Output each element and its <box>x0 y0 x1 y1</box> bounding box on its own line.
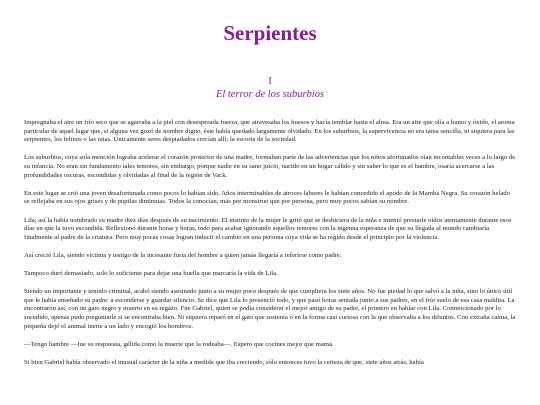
paragraph: Lila; así la había nombrado su madre diez días después de su nacimiento. El instinto de la mujer le gritó que se deshiciera de la niña e intentó prestarle oídos atentamente durante esos días en que la tuvo escondida. Reflexionó durante horas y horas, todo para acabar ignorando aquellos temores con la ingenua esperanza de que su llegada al mundo cambiaría finalmente al padre de la criatura. Pero muy pocas cosas logran inducir el cambio en una persona cuya vida se ha regido desde el principio por la violencia. <box>24 216 512 241</box>
chapter-body <box>24 119 516 368</box>
paragraph: —Tengo hambre —fue su respuesta, gélida como la muerte que la rodeaba—. Espero que cocines mejor que mamá. <box>24 340 334 348</box>
paragraph: Impregnaba el aire un frío seco que se agarraba a la piel con desesperada fuerza, que atravesaba los huesos y hacía temblar hasta el alma. Era un aire que olía a humo y óxido, el aroma particular de aquel lugar que, si alguna vez gozó de nombre digno, éste había quedado largamente olvidado. En los suburbios, la supervivencia no era tarea sencilla, ni siquiera para las serpientes, los felinos o las ratas. Únicamente seres despiadados crecían allí; la escoria de la sociedad. <box>24 119 515 144</box>
paragraph: Si bien Gabriel había observado el inusual carácter de la niña a medida que iba creciendo, sólo entonces tuvo la certeza de que, siete años atrás, había <box>24 359 424 367</box>
paragraph: Tampoco duró demasiado, solo lo suficiente para dejar una huella que marcaría la vida de Lila. <box>24 270 278 278</box>
book-title: Serpientes <box>223 21 317 45</box>
paragraph: Siendo un importante y temido criminal, acabó siendo asesinado junto a su mujer poco después de que cumpliera los siete años. No fue piedad lo que salvó a la niña, sino lo único útil que le había enseñado su padre: a esconderse y guardar silencio. Se dice que Lila lo presenció todo, y que pasó horas sentada junto a sus padres, en el frío suelo de esa casa maldita. La encontraron así, con un gato negro y muerto en su regazo. Fue Gabriel, quien se podía considerar el mejor amigo de su padre, el primero en hablar con Lila. Conmocionado por lo sucedido, apenas pudo preguntarle si se encontraba bien. Ni siquiera reparó en el gato que sostenía o en la forma casi curiosa con la que observaba a los difuntos. Con extraña calma, la pequeña dejó el animal inerte a un lado y encogió los hombros. <box>24 288 516 330</box>
chapter-title: El terror de los suburbios <box>215 89 325 100</box>
chapter-number: I <box>268 76 272 87</box>
paragraph: Así creció Lila, siendo víctima y testigo de la incesante furia del hombre a quien jamás llegaría a referirse como padre. <box>24 251 342 259</box>
paragraph: En este lugar se crió una joven desafortunada como pocos lo habían sido. Años interminables de atroces labores le habían concedido el apodo de la Mamba Negra. Su corazón helado se reflejaba en sus ojos grises y de pupilas diminutas. Todos la conocían, más por monstruo que por persona, pero muy pocos sabían su nombre. <box>24 189 510 206</box>
paragraph: Los suburbios, cuya sola mención lograba acelerar el corazón protector de una madre, formaban parte de las advertencias que los niños afortunados oían incontables veces a lo largo de su infancia. No eran sin fundamento tales temores, sin embargo, porque nadie en su sano juicio, nacido en un hogar cálido y sin saber lo que es el hambre, osaría acercarse a las profundidades oscuras, escondidas y olvidadas al final de la región de Vack. <box>24 154 516 179</box>
chapter-heading <box>24 76 516 101</box>
